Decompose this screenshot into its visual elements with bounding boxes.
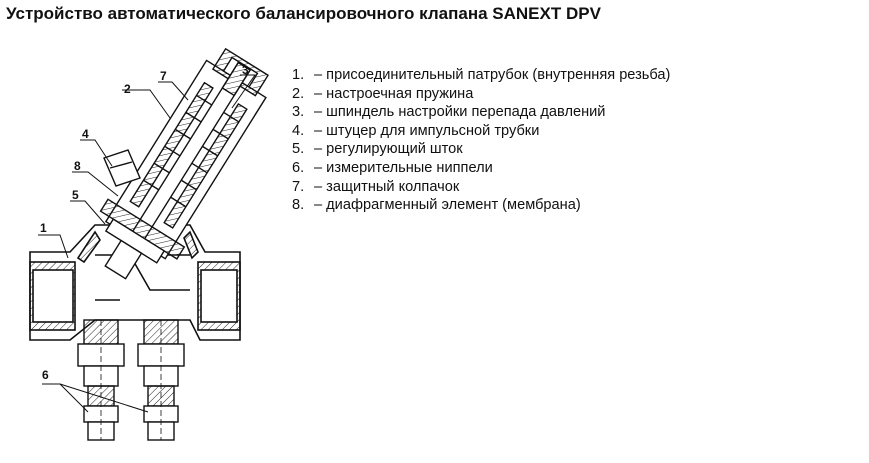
diagram-title: Устройство автоматического балансировочного клапана SANEXT DPV: [6, 4, 601, 23]
legend-item: 2. – настроечная пружина: [292, 85, 474, 102]
legend-item: 5. – регулирующий шток: [292, 141, 463, 158]
legend-item: 6. – измерительные ниппели: [292, 159, 493, 176]
measuring-nipple-left: [78, 320, 124, 440]
callout-5: 5: [72, 188, 79, 202]
callout-6: 6: [42, 368, 49, 382]
callout-7: 7: [160, 69, 167, 83]
legend-item: 8. – диафрагменный элемент (мембрана): [292, 197, 581, 214]
legend-item: 7. – защитный колпачок: [292, 178, 460, 195]
measuring-nipple-right: [138, 320, 184, 440]
callout-2: 2: [124, 82, 131, 96]
legend-item: 1. – присоединительный патрубок (внутренняя резьба): [292, 67, 671, 83]
legend-item: 4. – штуцер для импульсной трубки: [292, 122, 540, 139]
callout-3: 3: [242, 63, 249, 77]
legend-item: 3. – шпиндель настройки перепада давлений: [292, 104, 606, 121]
callout-8: 8: [74, 159, 81, 173]
callout-4: 4: [82, 127, 89, 141]
callout-1: 1: [40, 221, 47, 235]
